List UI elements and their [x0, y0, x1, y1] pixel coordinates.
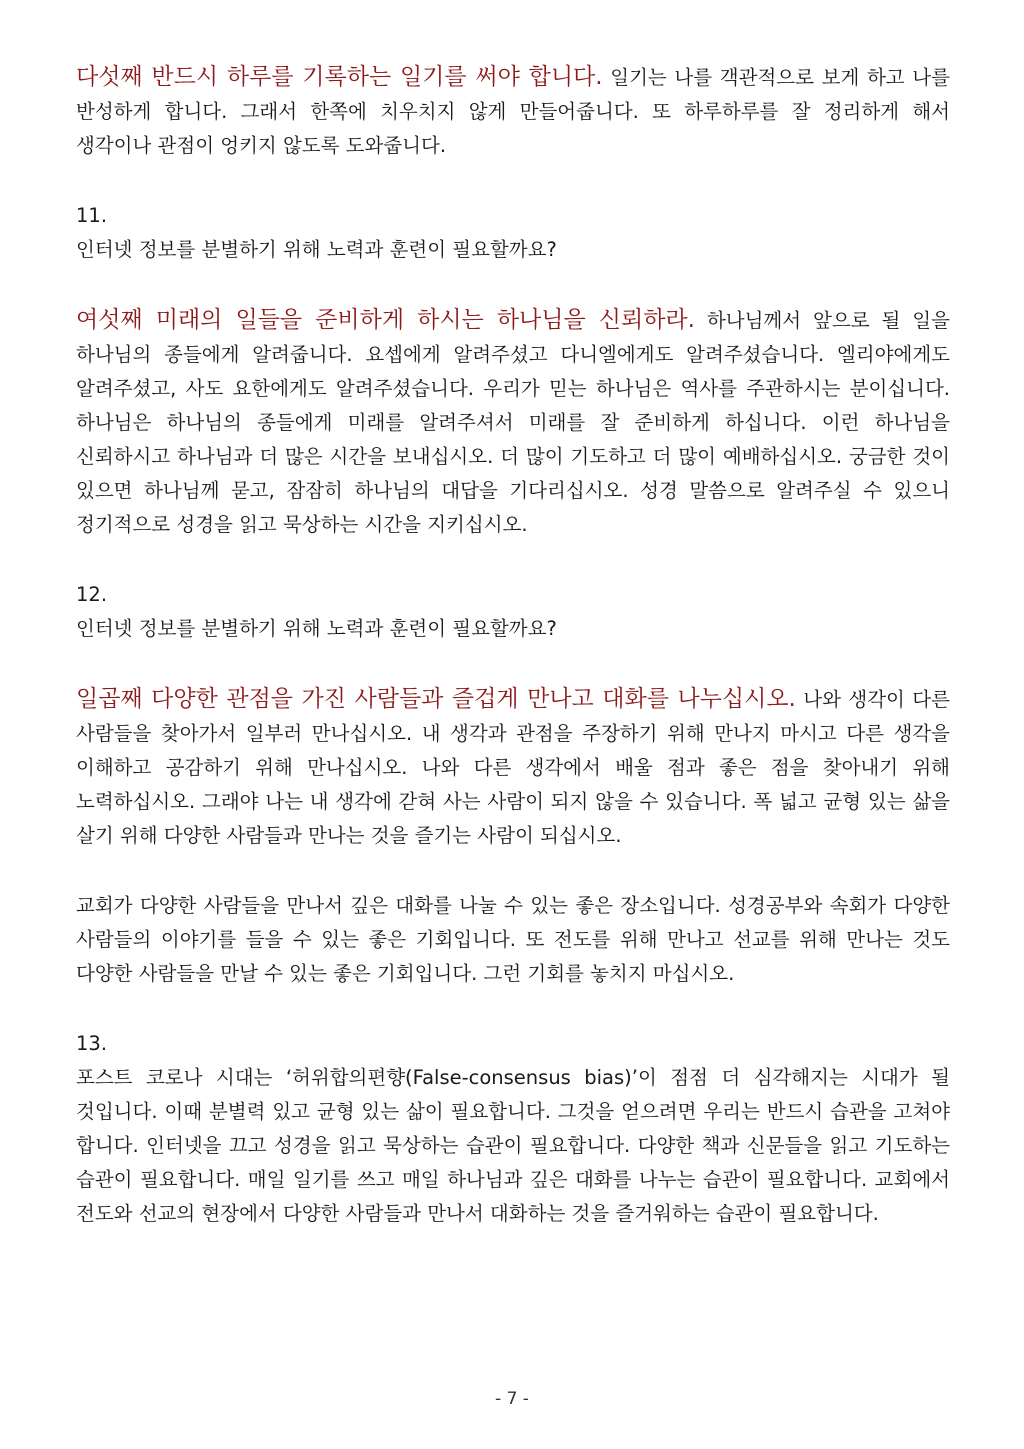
- section-fifth-heading: 다섯째 반드시 하루를 기록하는 일기를 써야 합니다.: [76, 64, 603, 90]
- page-number: - 7 -: [495, 1389, 529, 1409]
- page-body: [76, 60, 950, 1231]
- question-11-number: 11.: [76, 204, 108, 227]
- section-sixth-body: 하나님께서 앞으로 될 일을 하나님의 종들에게 알려줍니다. 요셉에게 알려주셨고 다니엘에게도 알려주셨습니다. 엘리야에게도 알려주셨고, 사도 요한에게도 알려주셨습니다. 우리가 믿는 하나님은 역사를 주관하시는 분이십니다. 하나님은 하나님의 종들에게 미래를 알려주셔서 미래를 잘 준비하게 하십니다. 이런 하나님을 신뢰하시고 하나님과 더 많은 시간을 보내십시오. 더 많이 기도하고 더 많이 예배하십시오. 궁금한 것이 있으면 하나님께 묻고, 잠잠히 하나님의 대답을 기다리십시오. 성경 말씀으로 알려주실 수 있으니 정기적으로 성경을 읽고 묵상하는 시간을 지키십시오.: [76, 309, 950, 536]
- section-seventh-heading: 일곱째 다양한 관점을 가진 사람들과 즐겁게 만나고 대화를 나누십시오.: [76, 686, 796, 712]
- section-sixth: [76, 303, 950, 542]
- church-paragraph: 교회가 다양한 사람들을 만나서 깊은 대화를 나눌 수 있는 좋은 장소입니다. 성경공부와 속회가 다양한 사람들의 이야기를 들을 수 있는 좋은 기회입니다. 또 전도를 위해 만나고 선교를 위해 만나는 것도 다양한 사람들을 만날 수 있는 좋은 기회입니다. 그런 기회를 놓치지 마십시오.: [76, 894, 950, 985]
- section-seventh-body: 나와 생각이 다른 사람들을 찾아가서 일부러 만나십시오. 내 생각과 관점을 주장하기 위해 만나지 마시고 다른 생각을 이해하고 공감하기 위해 만나십시오. 나와 다른 생각에서 배울 점과 좋은 점을 찾아내기 위해 노력하십시오. 그래야 나는 내 생각에 갇혀 사는 사람이 되지 않을 수 있습니다. 폭 넓고 균형 있는 삶을 살기 위해 다양한 사람들과 만나는 것을 즐기는 사람이 되십시오.: [76, 688, 950, 847]
- question-13-text: 포스트 코로나 시대는 ‘허위합의편향(False-consensus bias)’이 점점 더 심각해지는 시대가 될 것입니다. 이때 분별력 있고 균형 있는 삶이 필요합니다. 그것을 얻으려면 우리는 반드시 습관을 고쳐야 합니다. 인터넷을 끄고 성경을 읽고 묵상하는 습관이 필요합니다. 다양한 책과 신문들을 읽고 기도하는 습관이 필요합니다. 매일 일기를 쓰고 매일 하나님과 깊은 대화를 나누는 습관이 필요합니다. 교회에서 전도와 선교의 현장에서 다양한 사람들과 만나서 대화하는 것을 즐거워하는 습관이 필요합니다.: [76, 1066, 950, 1225]
- section-seventh: [76, 682, 950, 853]
- section-sixth-heading: 여섯째 미래의 일들을 준비하게 하시는 하나님을 신뢰하라.: [76, 307, 695, 333]
- question-12-number: 12.: [76, 583, 108, 606]
- question-11-text: 인터넷 정보를 분별하기 위해 노력과 훈련이 필요할까요?: [76, 238, 557, 261]
- question-12-text: 인터넷 정보를 분별하기 위해 노력과 훈련이 필요할까요?: [76, 617, 557, 640]
- question-13-number: 13.: [76, 1032, 108, 1055]
- section-fifth-body: 일기는 나를 객관적으로 보게 하고 나를 반성하게 합니다. 그래서 한쪽에 치우치지 않게 만들어줍니다. 또 하루하루를 잘 정리하게 해서 생각이나 관점이 엉키지 않도록 도와줍니다.: [76, 66, 950, 157]
- section-fifth: [76, 60, 950, 163]
